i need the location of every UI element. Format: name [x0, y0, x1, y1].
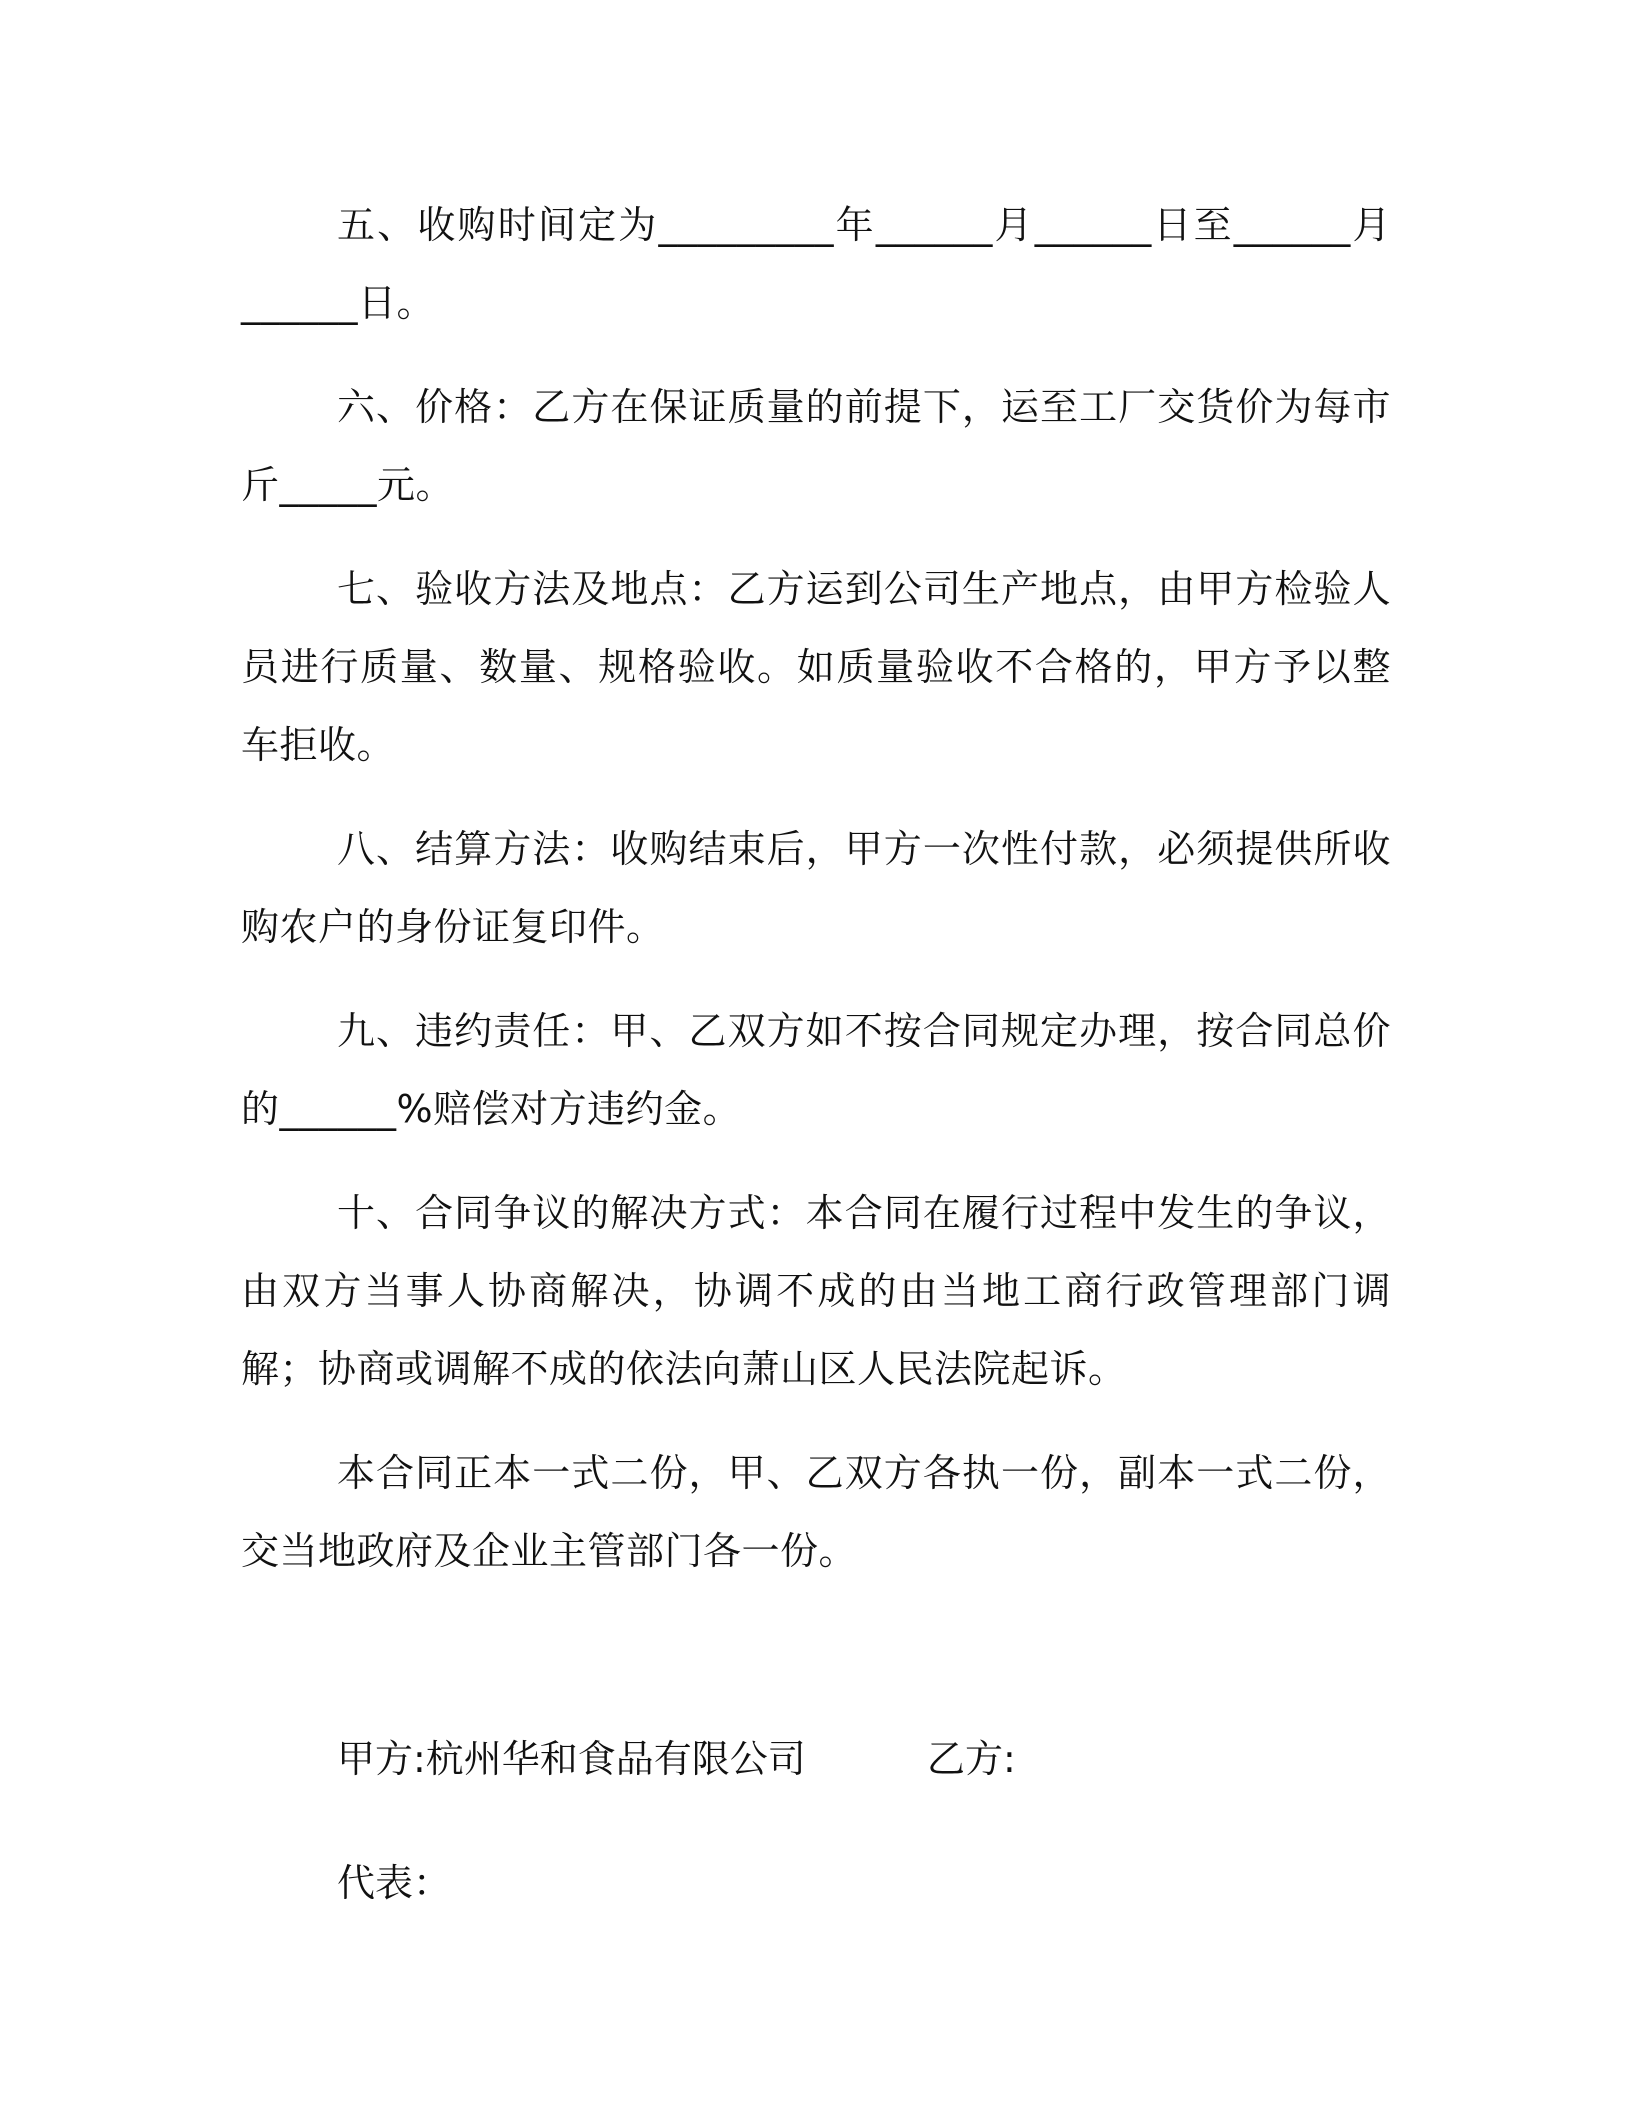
clause-7-inspection: 七、验收方法及地点：乙方运到公司生产地点，由甲方检验人员进行质量、数量、规格验收。如质量验收不合格的，甲方予以整车拒收。 [241, 567, 1391, 767]
signature-block [337, 1720, 1337, 1968]
party-b-signature: 乙方: [927, 1737, 1016, 1781]
representative-row [337, 1844, 1337, 1922]
representative-label: 代表： [337, 1861, 452, 1905]
clause-8-settlement: 八、结算方法：收购结束后，甲方一次性付款，必须提供所收购农户的身份证复印件。 [241, 827, 1391, 949]
clause-5-purchase-time: 五、收购时间定为_________年______月______日至______月______日。 [241, 203, 1391, 325]
contract-body [241, 186, 1391, 1590]
copies-clause: 本合同正本一式二份，甲、乙双方各执一份，副本一式二份，交当地政府及企业主管部门各一份。 [241, 1451, 1391, 1573]
signature-parties-row [337, 1720, 1337, 1798]
clause-10-dispute: 十、合同争议的解决方式：本合同在履行过程中发生的争议，由双方当事人协商解决，协调不成的由当地工商行政管理部门调解；协商或调解不成的依法向萧山区人民法院起诉。 [241, 1191, 1391, 1391]
clause-6-price: 六、价格：乙方在保证质量的前提下，运至工厂交货价为每市斤_____元。 [241, 385, 1391, 507]
party-a-signature: 甲方:杭州华和食品有限公司 [337, 1737, 806, 1781]
clause-9-liability: 九、违约责任：甲、乙双方如不按合同规定办理，按合同总价的______%赔偿对方违约金。 [241, 1009, 1391, 1131]
